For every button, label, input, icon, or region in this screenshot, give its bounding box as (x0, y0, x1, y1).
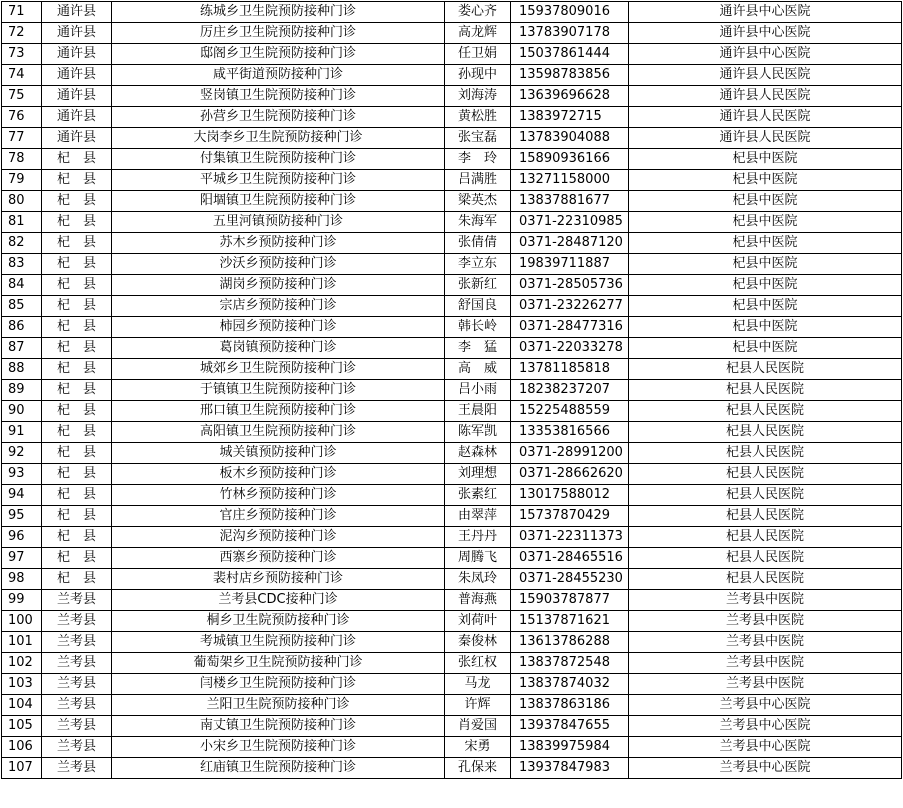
phone-cell: 19839711887 (511, 254, 629, 275)
table-row (2, 716, 902, 737)
county-cell: 通许县 (42, 65, 112, 86)
row-number-cell: 87 (2, 338, 42, 359)
phone-cell: 0371-28465516 (511, 548, 629, 569)
hospital-cell: 兰考县中医院 (629, 632, 902, 653)
row-number-cell: 88 (2, 359, 42, 380)
phone-cell: 18238237207 (511, 380, 629, 401)
contact-person-cell: 宋勇 (445, 737, 511, 758)
contact-person-cell: 李立东 (445, 254, 511, 275)
phone-cell: 0371-22033278 (511, 338, 629, 359)
table-row (2, 527, 902, 548)
clinic-name-cell: 兰阳卫生院预防接种门诊 (112, 695, 445, 716)
row-number-cell: 95 (2, 506, 42, 527)
phone-cell: 15225488559 (511, 401, 629, 422)
clinic-name-cell: 宗店乡预防接种门诊 (112, 296, 445, 317)
county-cell: 兰考县 (42, 653, 112, 674)
table-body (2, 2, 902, 779)
row-number-cell: 104 (2, 695, 42, 716)
hospital-cell: 杞县中医院 (629, 275, 902, 296)
clinic-name-cell: 付集镇卫生院预防接种门诊 (112, 149, 445, 170)
county-cell: 兰考县 (42, 695, 112, 716)
table-row (2, 611, 902, 632)
hospital-cell: 兰考县中心医院 (629, 737, 902, 758)
contact-person-cell: 刘理想 (445, 464, 511, 485)
county-cell: 通许县 (42, 86, 112, 107)
table-row (2, 632, 902, 653)
hospital-cell: 兰考县中心医院 (629, 758, 902, 779)
contact-person-cell: 梁英杰 (445, 191, 511, 212)
phone-cell: 13837863186 (511, 695, 629, 716)
phone-cell: 13271158000 (511, 170, 629, 191)
county-cell: 杞 县 (42, 569, 112, 590)
table-row (2, 296, 902, 317)
phone-cell: 0371-28505736 (511, 275, 629, 296)
row-number-cell: 71 (2, 2, 42, 23)
row-number-cell: 94 (2, 485, 42, 506)
contact-person-cell: 张素红 (445, 485, 511, 506)
hospital-cell: 兰考县中医院 (629, 590, 902, 611)
table-row (2, 65, 902, 86)
hospital-cell: 杞县人民医院 (629, 506, 902, 527)
phone-cell: 13937847655 (511, 716, 629, 737)
contact-person-cell: 任卫娟 (445, 44, 511, 65)
row-number-cell: 91 (2, 422, 42, 443)
county-cell: 兰考县 (42, 674, 112, 695)
phone-cell: 13837874032 (511, 674, 629, 695)
clinic-name-cell: 闫楼乡卫生院预防接种门诊 (112, 674, 445, 695)
table-row (2, 317, 902, 338)
county-cell: 兰考县 (42, 716, 112, 737)
phone-cell: 0371-28455230 (511, 569, 629, 590)
clinic-name-cell: 孙营乡卫生院预防接种门诊 (112, 107, 445, 128)
clinic-name-cell: 邸阁乡卫生院预防接种门诊 (112, 44, 445, 65)
county-cell: 杞 县 (42, 506, 112, 527)
clinic-name-cell: 南丈镇卫生院预防接种门诊 (112, 716, 445, 737)
phone-cell: 0371-22311373 (511, 527, 629, 548)
row-number-cell: 75 (2, 86, 42, 107)
county-cell: 杞 县 (42, 233, 112, 254)
phone-cell: 15137871621 (511, 611, 629, 632)
table-row (2, 128, 902, 149)
county-cell: 杞 县 (42, 401, 112, 422)
phone-cell: 13781185818 (511, 359, 629, 380)
hospital-cell: 通许县中心医院 (629, 44, 902, 65)
contact-person-cell: 周腾飞 (445, 548, 511, 569)
contact-person-cell: 秦俊林 (445, 632, 511, 653)
county-cell: 兰考县 (42, 590, 112, 611)
phone-cell: 0371-28487120 (511, 233, 629, 254)
contact-person-cell: 张宝磊 (445, 128, 511, 149)
clinic-name-cell: 小宋乡卫生院预防接种门诊 (112, 737, 445, 758)
hospital-cell: 杞县人民医院 (629, 569, 902, 590)
phone-cell: 0371-28662620 (511, 464, 629, 485)
row-number-cell: 81 (2, 212, 42, 233)
clinic-name-cell: 兰考县CDC接种门诊 (112, 590, 445, 611)
table-row (2, 86, 902, 107)
clinic-name-cell: 考城镇卫生院预防接种门诊 (112, 632, 445, 653)
contact-person-cell: 张红权 (445, 653, 511, 674)
row-number-cell: 93 (2, 464, 42, 485)
clinic-name-cell: 苏木乡预防接种门诊 (112, 233, 445, 254)
county-cell: 杞 县 (42, 191, 112, 212)
county-cell: 兰考县 (42, 632, 112, 653)
row-number-cell: 99 (2, 590, 42, 611)
phone-cell: 0371-23226277 (511, 296, 629, 317)
contact-person-cell: 陈军凯 (445, 422, 511, 443)
contact-person-cell: 朱海军 (445, 212, 511, 233)
county-cell: 杞 县 (42, 254, 112, 275)
hospital-cell: 兰考县中医院 (629, 653, 902, 674)
contact-person-cell: 王丹丹 (445, 527, 511, 548)
contact-person-cell: 吕满胜 (445, 170, 511, 191)
hospital-cell: 杞县中医院 (629, 212, 902, 233)
table-row (2, 653, 902, 674)
row-number-cell: 84 (2, 275, 42, 296)
county-cell: 杞 县 (42, 548, 112, 569)
row-number-cell: 76 (2, 107, 42, 128)
clinic-name-cell: 阳堌镇卫生院预防接种门诊 (112, 191, 445, 212)
phone-cell: 15937809016 (511, 2, 629, 23)
county-cell: 通许县 (42, 44, 112, 65)
county-cell: 杞 县 (42, 485, 112, 506)
clinic-name-cell: 大岗李乡卫生院预防接种门诊 (112, 128, 445, 149)
row-number-cell: 78 (2, 149, 42, 170)
hospital-cell: 杞县中医院 (629, 149, 902, 170)
table-row (2, 23, 902, 44)
contact-person-cell: 高龙辉 (445, 23, 511, 44)
row-number-cell: 80 (2, 191, 42, 212)
row-number-cell: 74 (2, 65, 42, 86)
hospital-cell: 杞县中医院 (629, 170, 902, 191)
table-row (2, 107, 902, 128)
row-number-cell: 83 (2, 254, 42, 275)
contact-person-cell: 刘荷叶 (445, 611, 511, 632)
phone-cell: 0371-28477316 (511, 317, 629, 338)
clinic-name-cell: 城关镇预防接种门诊 (112, 443, 445, 464)
contact-person-cell: 刘海涛 (445, 86, 511, 107)
hospital-cell: 兰考县中心医院 (629, 716, 902, 737)
table-row (2, 44, 902, 65)
phone-cell: 13598783856 (511, 65, 629, 86)
phone-cell: 15903787877 (511, 590, 629, 611)
row-number-cell: 92 (2, 443, 42, 464)
clinic-name-cell: 高阳镇卫生院预防接种门诊 (112, 422, 445, 443)
row-number-cell: 85 (2, 296, 42, 317)
hospital-cell: 兰考县中医院 (629, 674, 902, 695)
row-number-cell: 97 (2, 548, 42, 569)
phone-cell: 13837881677 (511, 191, 629, 212)
table-row (2, 2, 902, 23)
hospital-cell: 杞县中医院 (629, 233, 902, 254)
county-cell: 兰考县 (42, 758, 112, 779)
hospital-cell: 通许县人民医院 (629, 65, 902, 86)
table-row (2, 737, 902, 758)
row-number-cell: 106 (2, 737, 42, 758)
hospital-cell: 通许县中心医院 (629, 2, 902, 23)
row-number-cell: 107 (2, 758, 42, 779)
contact-person-cell: 肖爱国 (445, 716, 511, 737)
contact-person-cell: 韩长岭 (445, 317, 511, 338)
phone-cell: 13783907178 (511, 23, 629, 44)
clinic-name-cell: 桐乡卫生院预防接种门诊 (112, 611, 445, 632)
phone-cell: 13613786288 (511, 632, 629, 653)
table-row (2, 338, 902, 359)
table-row (2, 212, 902, 233)
clinic-name-cell: 泥沟乡预防接种门诊 (112, 527, 445, 548)
table-row (2, 485, 902, 506)
row-number-cell: 105 (2, 716, 42, 737)
contact-person-cell: 张倩倩 (445, 233, 511, 254)
table-row (2, 359, 902, 380)
hospital-cell: 杞县中医院 (629, 317, 902, 338)
hospital-cell: 杞县人民医院 (629, 380, 902, 401)
clinic-name-cell: 竹林乡预防接种门诊 (112, 485, 445, 506)
hospital-cell: 兰考县中医院 (629, 611, 902, 632)
county-cell: 兰考县 (42, 611, 112, 632)
hospital-cell: 杞县中医院 (629, 191, 902, 212)
contact-person-cell: 赵森林 (445, 443, 511, 464)
hospital-cell: 杞县人民医院 (629, 464, 902, 485)
row-number-cell: 96 (2, 527, 42, 548)
table-row (2, 275, 902, 296)
row-number-cell: 82 (2, 233, 42, 254)
row-number-cell: 86 (2, 317, 42, 338)
table-row (2, 548, 902, 569)
table-row (2, 149, 902, 170)
row-number-cell: 89 (2, 380, 42, 401)
county-cell: 杞 县 (42, 380, 112, 401)
contact-person-cell: 朱凤玲 (445, 569, 511, 590)
table-row (2, 422, 902, 443)
clinic-name-cell: 沙沃乡预防接种门诊 (112, 254, 445, 275)
clinic-name-cell: 裴村店乡预防接种门诊 (112, 569, 445, 590)
table-row (2, 569, 902, 590)
contact-person-cell: 李 玲 (445, 149, 511, 170)
county-cell: 杞 县 (42, 443, 112, 464)
hospital-cell: 通许县人民医院 (629, 107, 902, 128)
clinic-name-cell: 板木乡预防接种门诊 (112, 464, 445, 485)
clinic-name-cell: 五里河镇预防接种门诊 (112, 212, 445, 233)
hospital-cell: 杞县中医院 (629, 338, 902, 359)
hospital-cell: 杞县人民医院 (629, 485, 902, 506)
contact-person-cell: 张新红 (445, 275, 511, 296)
contact-person-cell: 王晨阳 (445, 401, 511, 422)
clinic-name-cell: 邢口镇卫生院预防接种门诊 (112, 401, 445, 422)
row-number-cell: 101 (2, 632, 42, 653)
hospital-cell: 杞县人民医院 (629, 443, 902, 464)
phone-cell: 13017588012 (511, 485, 629, 506)
row-number-cell: 77 (2, 128, 42, 149)
hospital-cell: 通许县人民医院 (629, 86, 902, 107)
phone-cell: 0371-22310985 (511, 212, 629, 233)
phone-cell: 15890936166 (511, 149, 629, 170)
county-cell: 杞 县 (42, 359, 112, 380)
table-row (2, 233, 902, 254)
row-number-cell: 90 (2, 401, 42, 422)
phone-cell: 13783904088 (511, 128, 629, 149)
county-cell: 杞 县 (42, 149, 112, 170)
clinic-name-cell: 柿园乡预防接种门诊 (112, 317, 445, 338)
vaccination-clinic-table (1, 1, 902, 779)
table-row (2, 254, 902, 275)
row-number-cell: 103 (2, 674, 42, 695)
table-row (2, 170, 902, 191)
table-row (2, 380, 902, 401)
clinic-name-cell: 红庙镇卫生院预防接种门诊 (112, 758, 445, 779)
county-cell: 杞 县 (42, 296, 112, 317)
county-cell: 杞 县 (42, 317, 112, 338)
county-cell: 杞 县 (42, 422, 112, 443)
phone-cell: 13839975984 (511, 737, 629, 758)
clinic-name-cell: 城郊乡卫生院预防接种门诊 (112, 359, 445, 380)
table-row (2, 695, 902, 716)
county-cell: 杞 县 (42, 275, 112, 296)
contact-person-cell: 由翠萍 (445, 506, 511, 527)
contact-person-cell: 高 威 (445, 359, 511, 380)
hospital-cell: 杞县中医院 (629, 254, 902, 275)
phone-cell: 13837872548 (511, 653, 629, 674)
hospital-cell: 杞县中医院 (629, 296, 902, 317)
contact-person-cell: 普海燕 (445, 590, 511, 611)
hospital-cell: 杞县人民医院 (629, 527, 902, 548)
contact-person-cell: 许辉 (445, 695, 511, 716)
table-row (2, 590, 902, 611)
table-row (2, 443, 902, 464)
row-number-cell: 98 (2, 569, 42, 590)
clinic-name-cell: 葛岗镇预防接种门诊 (112, 338, 445, 359)
county-cell: 杞 县 (42, 212, 112, 233)
hospital-cell: 杞县人民医院 (629, 359, 902, 380)
county-cell: 杞 县 (42, 464, 112, 485)
clinic-name-cell: 官庄乡预防接种门诊 (112, 506, 445, 527)
table-row (2, 506, 902, 527)
clinic-name-cell: 咸平街道预防接种门诊 (112, 65, 445, 86)
hospital-cell: 杞县人民医院 (629, 422, 902, 443)
row-number-cell: 73 (2, 44, 42, 65)
table-row (2, 464, 902, 485)
hospital-cell: 兰考县中心医院 (629, 695, 902, 716)
hospital-cell: 杞县人民医院 (629, 548, 902, 569)
table-row (2, 191, 902, 212)
clinic-name-cell: 平城乡卫生院预防接种门诊 (112, 170, 445, 191)
contact-person-cell: 孔保来 (445, 758, 511, 779)
phone-cell: 15037861444 (511, 44, 629, 65)
phone-cell: 1383972715 (511, 107, 629, 128)
county-cell: 通许县 (42, 128, 112, 149)
row-number-cell: 79 (2, 170, 42, 191)
county-cell: 杞 县 (42, 170, 112, 191)
table-row (2, 401, 902, 422)
row-number-cell: 72 (2, 23, 42, 44)
contact-person-cell: 马龙 (445, 674, 511, 695)
phone-cell: 13353816566 (511, 422, 629, 443)
county-cell: 杞 县 (42, 527, 112, 548)
hospital-cell: 杞县人民医院 (629, 401, 902, 422)
contact-person-cell: 黄松胜 (445, 107, 511, 128)
clinic-name-cell: 于镇镇卫生院预防接种门诊 (112, 380, 445, 401)
table-row (2, 758, 902, 779)
clinic-name-cell: 练城乡卫生院预防接种门诊 (112, 2, 445, 23)
clinic-name-cell: 湖岗乡预防接种门诊 (112, 275, 445, 296)
table-row (2, 674, 902, 695)
county-cell: 兰考县 (42, 737, 112, 758)
contact-person-cell: 孙现中 (445, 65, 511, 86)
clinic-name-cell: 厉庄乡卫生院预防接种门诊 (112, 23, 445, 44)
phone-cell: 13937847983 (511, 758, 629, 779)
county-cell: 通许县 (42, 23, 112, 44)
row-number-cell: 102 (2, 653, 42, 674)
hospital-cell: 通许县中心医院 (629, 23, 902, 44)
clinic-name-cell: 葡萄架乡卫生院预防接种门诊 (112, 653, 445, 674)
phone-cell: 0371-28991200 (511, 443, 629, 464)
row-number-cell: 100 (2, 611, 42, 632)
county-cell: 通许县 (42, 107, 112, 128)
contact-person-cell: 娄心齐 (445, 2, 511, 23)
county-cell: 通许县 (42, 2, 112, 23)
hospital-cell: 通许县人民医院 (629, 128, 902, 149)
contact-person-cell: 吕小雨 (445, 380, 511, 401)
clinic-name-cell: 竖岗镇卫生院预防接种门诊 (112, 86, 445, 107)
county-cell: 杞 县 (42, 338, 112, 359)
phone-cell: 15737870429 (511, 506, 629, 527)
clinic-name-cell: 西寨乡预防接种门诊 (112, 548, 445, 569)
contact-person-cell: 舒国良 (445, 296, 511, 317)
contact-person-cell: 李 猛 (445, 338, 511, 359)
phone-cell: 13639696628 (511, 86, 629, 107)
